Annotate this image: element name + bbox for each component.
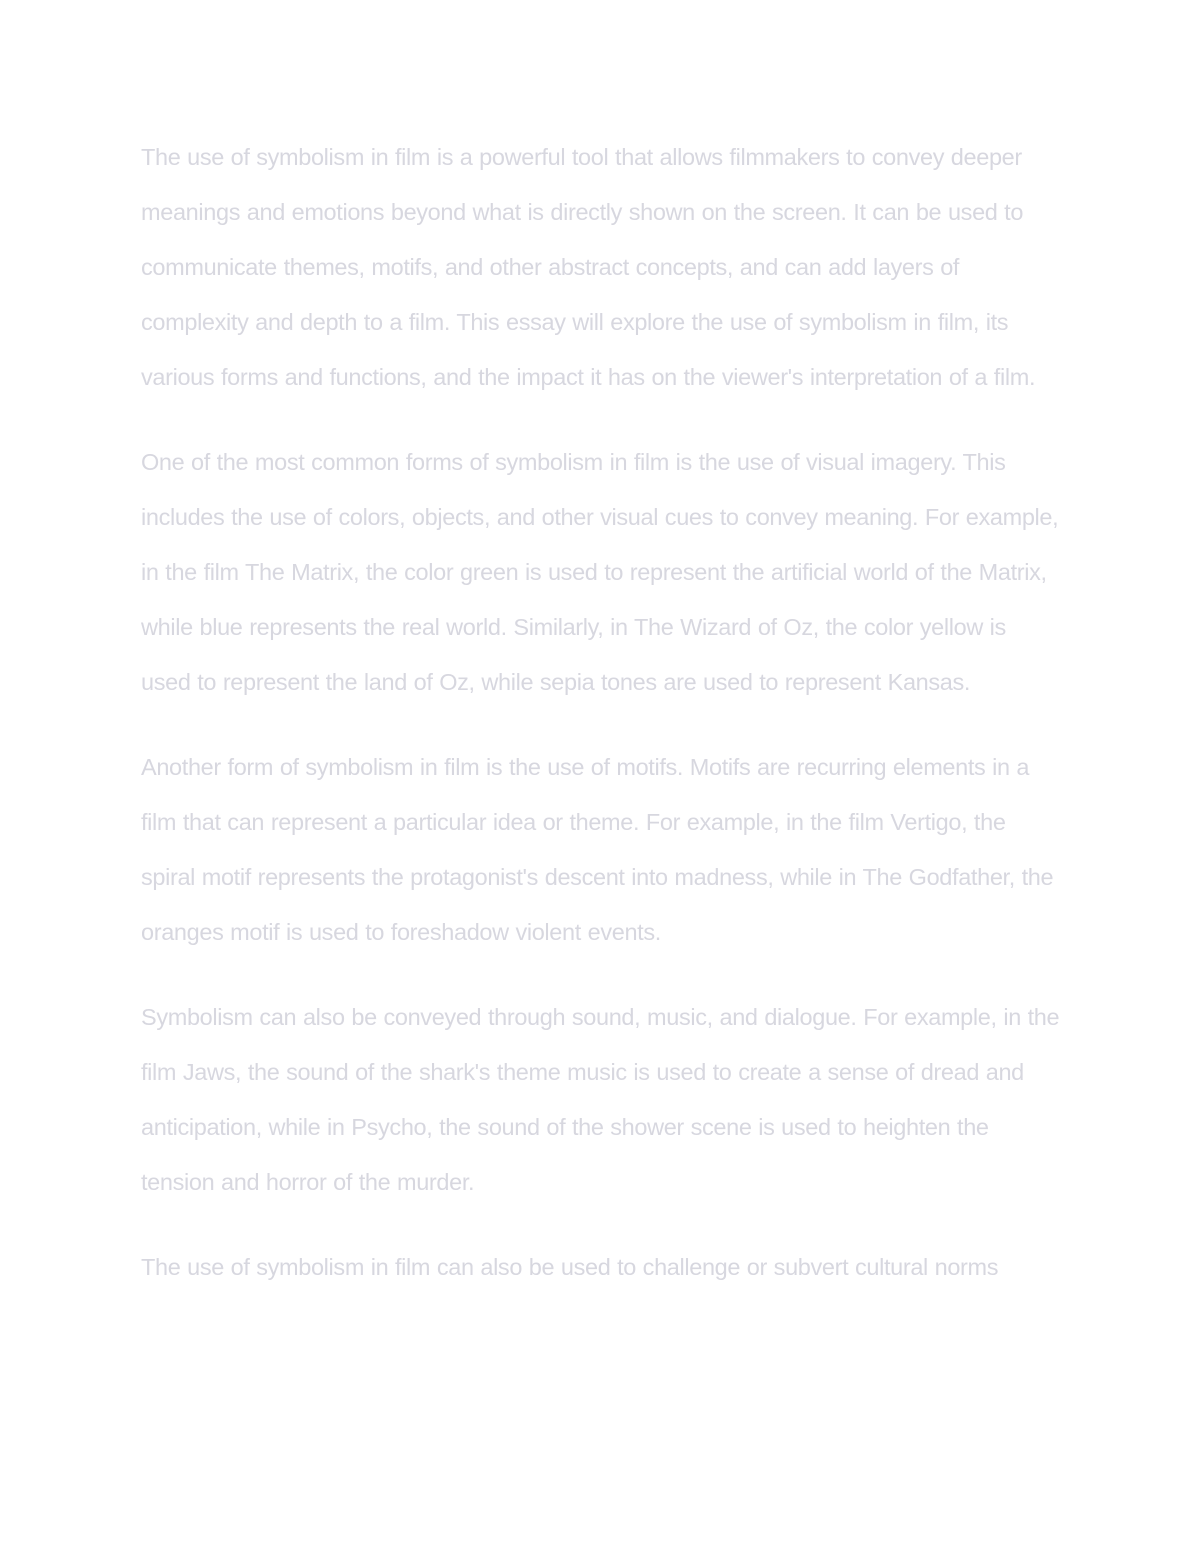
paragraph-cultural-norms: The use of symbolism in film can also be used to challenge or subvert cultural norms bbox=[141, 1254, 999, 1280]
paragraph-visual-imagery: One of the most common forms of symbolism in film is the use of visual imagery. This includes the use of colors, objects, and other visual cues to convey meaning. For example, in the film The Matrix, the color green is used to represent the artificial world of the Matrix, while blue represents the real world. Similarly, in The Wizard of Oz, the color yellow is used to represent the land of Oz, while sepia tones are used to represent Kansas. bbox=[141, 449, 1059, 695]
document-body bbox=[141, 130, 1061, 1325]
paragraph-sound: Symbolism can also be conveyed through sound, music, and dialogue. For example, in the film Jaws, the sound of the shark's theme music is used to create a sense of dread and anticipation, while in Psycho, the sound of the shower scene is used to heighten the tension and horror of the murder. bbox=[141, 1004, 1060, 1195]
paragraph-intro: The use of symbolism in film is a powerful tool that allows filmmakers to convey deeper meanings and emotions beyond what is directly shown on the screen. It can be used to communicate themes, motifs, and other abstract concepts, and can add layers of complexity and depth to a film. This essay will explore the use of symbolism in film, its various forms and functions, and the impact it has on the viewer's interpretation of a film. bbox=[141, 144, 1036, 390]
paragraph-motifs: Another form of symbolism in film is the use of motifs. Motifs are recurring elements in a film that can represent a particular idea or theme. For example, in the film Vertigo, the spiral motif represents the protagonist's descent into madness, while in The Godfather, the oranges motif is used to foreshadow violent events. bbox=[141, 754, 1054, 945]
